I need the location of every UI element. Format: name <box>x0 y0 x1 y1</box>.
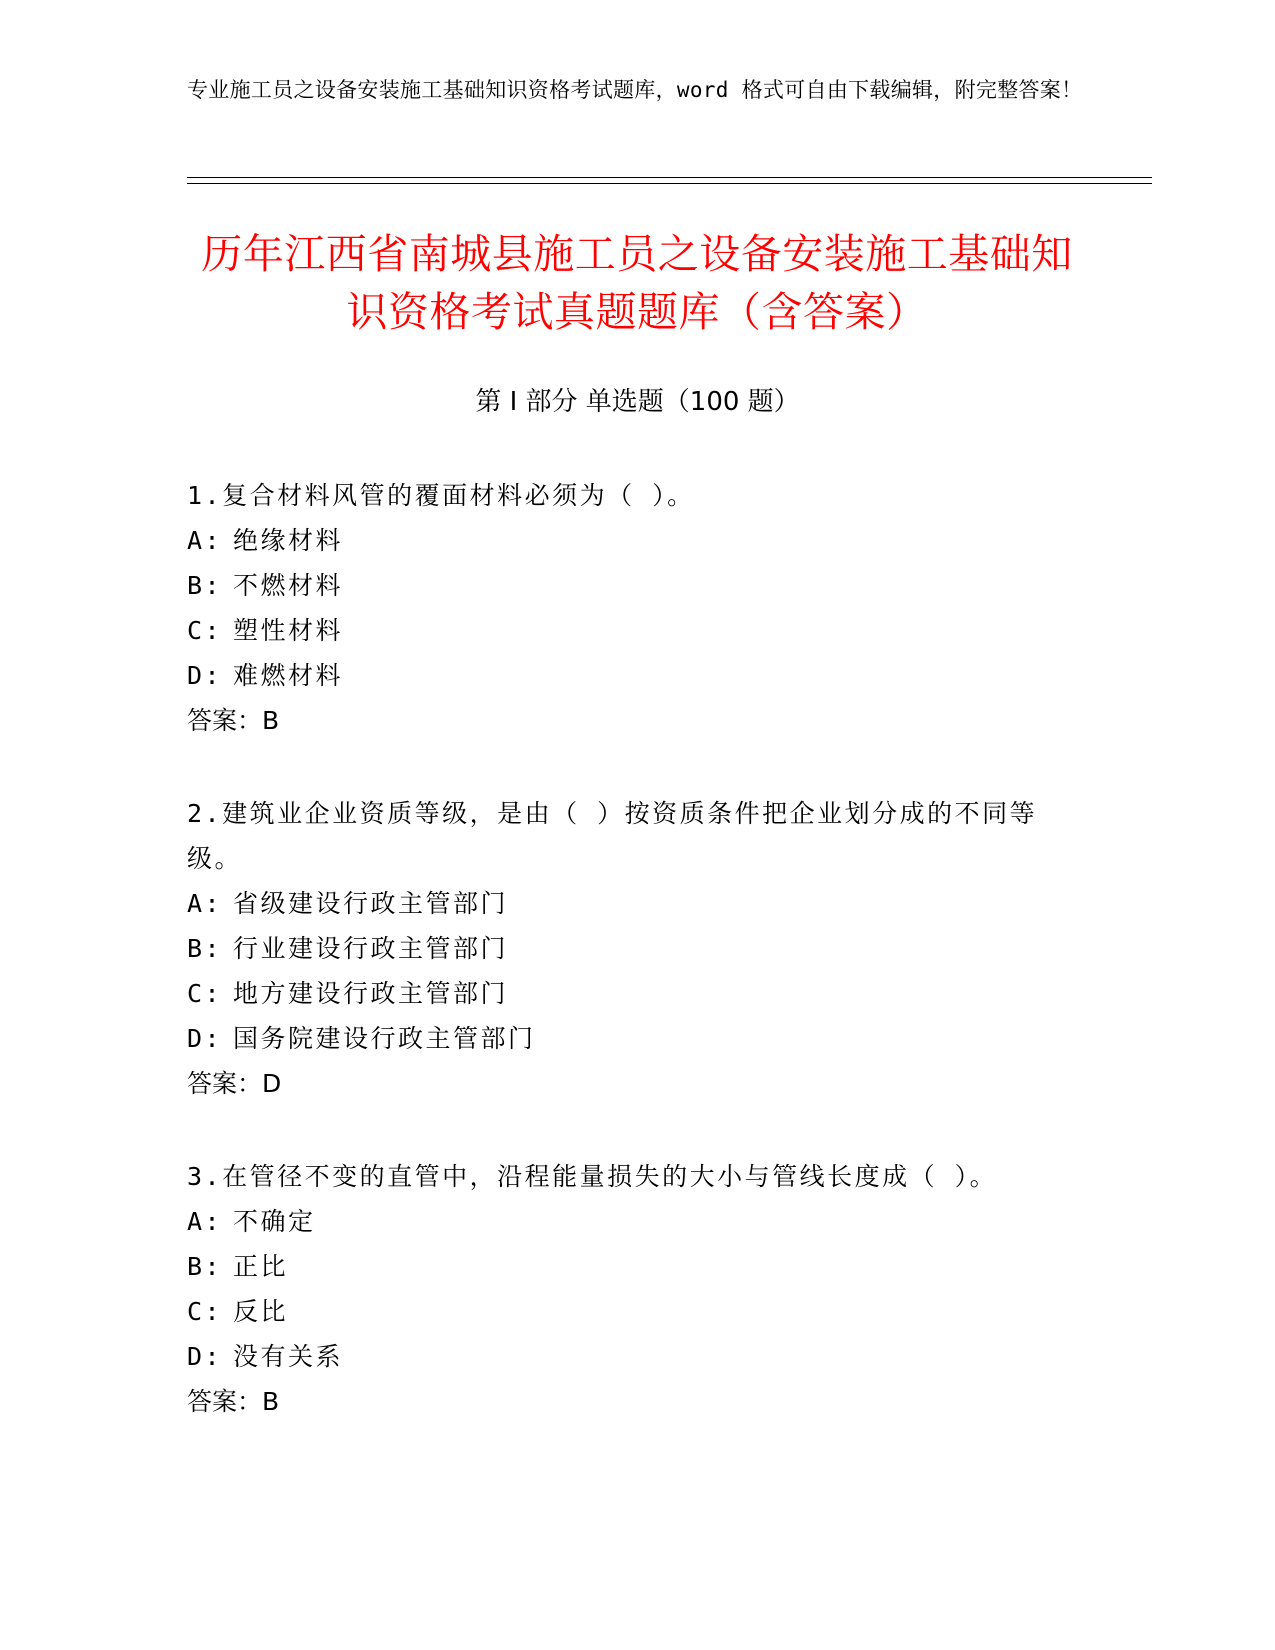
option-text: 没有关系 <box>233 1342 344 1371</box>
option-text: 难燃材料 <box>233 661 344 690</box>
answer-line <box>187 1061 1087 1106</box>
question-stem: 3.在管径不变的直管中，沿程能量损失的大小与管线长度成（ ）。 <box>187 1162 998 1191</box>
option-letter: B: <box>187 934 223 963</box>
answer-label: 答案： <box>187 1387 263 1416</box>
option-letter: B: <box>187 571 223 600</box>
question-stem: 1.复合材料风管的覆面材料必须为（ ）。 <box>187 481 695 510</box>
option-d <box>187 653 1087 698</box>
option-c <box>187 608 1087 653</box>
header-divider-top <box>187 177 1152 178</box>
answer-value: B <box>262 1387 280 1416</box>
option-d <box>187 1016 1087 1061</box>
option-text: 省级建设行政主管部门 <box>233 889 509 918</box>
option-letter: A: <box>187 1207 223 1236</box>
question-stem: 2.建筑业企业资质等级，是由（ ）按资质条件把企业划分成的不同等级。 <box>187 799 1038 873</box>
option-b <box>187 926 1087 971</box>
option-letter: D: <box>187 1024 223 1053</box>
option-b <box>187 1244 1087 1289</box>
option-a <box>187 518 1087 563</box>
option-d <box>187 1334 1087 1379</box>
option-text: 不确定 <box>233 1207 316 1236</box>
option-text: 正比 <box>233 1252 289 1281</box>
option-a <box>187 881 1087 926</box>
option-c <box>187 1289 1087 1334</box>
option-text: 不燃材料 <box>233 571 344 600</box>
option-text: 行业建设行政主管部门 <box>233 934 509 963</box>
answer-value: B <box>262 706 280 735</box>
answer-value: D <box>262 1069 282 1098</box>
option-c <box>187 971 1087 1016</box>
option-text: 国务院建设行政主管部门 <box>233 1024 536 1053</box>
option-text: 反比 <box>233 1297 289 1326</box>
question-list <box>187 473 1087 1472</box>
option-text: 塑性材料 <box>233 616 344 645</box>
option-letter: D: <box>187 1342 223 1371</box>
section-title: 第 I 部分 单选题（100 题） <box>475 387 800 417</box>
question-1 <box>187 473 1087 743</box>
option-letter: A: <box>187 889 223 918</box>
option-letter: C: <box>187 616 223 645</box>
answer-label: 答案： <box>187 1069 263 1098</box>
option-a <box>187 1199 1087 1244</box>
question-2 <box>187 791 1087 1106</box>
document-title: 历年江西省南城县施工员之设备安装施工基础知识资格考试真题题库（含答案） <box>201 230 1073 336</box>
option-b <box>187 563 1087 608</box>
answer-line <box>187 1379 1087 1424</box>
option-letter: D: <box>187 661 223 690</box>
option-letter: A: <box>187 526 223 555</box>
question-3 <box>187 1154 1087 1424</box>
answer-label: 答案： <box>187 706 263 735</box>
option-letter: C: <box>187 979 223 1008</box>
answer-line <box>187 698 1087 743</box>
option-letter: B: <box>187 1252 223 1281</box>
header-divider-bottom <box>187 183 1152 184</box>
header-note: 专业施工员之设备安装施工基础知识资格考试题库，word 格式可自由下载编辑，附完整答案！ <box>187 78 1083 102</box>
option-text: 绝缘材料 <box>233 526 344 555</box>
option-text: 地方建设行政主管部门 <box>233 979 509 1008</box>
option-letter: C: <box>187 1297 223 1326</box>
